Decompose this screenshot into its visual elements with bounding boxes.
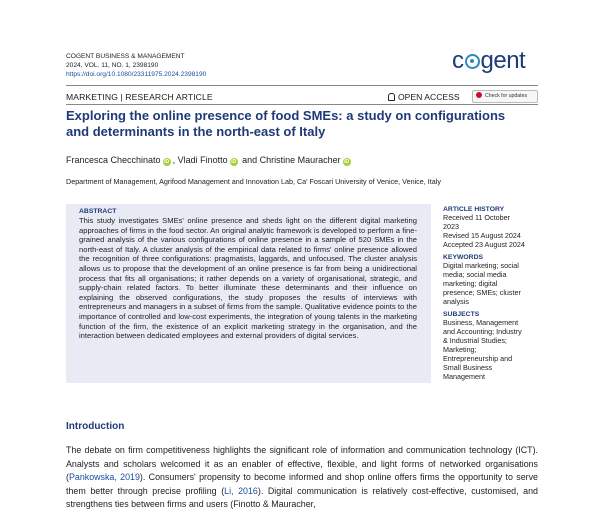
check-updates-label: Check for updates [485, 93, 528, 99]
history-line: Received 11 October [443, 213, 510, 222]
journal-meta [66, 52, 206, 79]
article-sidebar [443, 206, 543, 386]
article-category: MARKETING | RESEARCH ARTICLE [66, 92, 213, 102]
subjects-lines [443, 318, 543, 381]
history-line: 2023 [443, 222, 459, 231]
keyword-line: analysis [443, 297, 469, 306]
subject-line: Small Business [443, 363, 493, 372]
subject-line: Management [443, 372, 485, 381]
abstract-box [66, 204, 431, 383]
logo-text-end: gent [480, 47, 526, 74]
keywords-label: KEYWORDS [443, 254, 484, 261]
keywords-lines [443, 261, 543, 306]
header-rule [66, 85, 538, 86]
author-list [66, 155, 353, 166]
history-lines [443, 213, 543, 249]
keyword-line: presence; SMEs; cluster [443, 288, 521, 297]
journal-volume: 2024, VOL. 11, NO. 1, 2398190 [66, 62, 159, 69]
subject-line: & Industrial Studies; [443, 336, 507, 345]
history-label: ARTICLE HISTORY [443, 206, 505, 213]
logo-ring-icon [465, 54, 480, 69]
journal-name: COGENT BUSINESS & MANAGEMENT [66, 53, 185, 60]
doi-link[interactable]: https://doi.org/10.1080/23311975.2024.2398190 [66, 71, 207, 78]
orcid-icon[interactable]: iD [231, 159, 237, 165]
orcid-icon[interactable]: iD [344, 159, 350, 165]
author-name[interactable]: Francesca Checchinato [66, 155, 161, 165]
abstract-text: This study investigates SMEs' online presence and sheds light on the different digital marketing approaches of firms in the food sector. An original analytic framework is developed to perform a fine-grained analysis of the various configurations of online presence in a sample of 520 SMEs in the north-east of Italy. A cluster analysis of the empirical data related to firms' online presence allowed the recognition of three configurations: pragmatists, laggards, and unfocused. The cluster analysis allows us to propose that the development of an online presence is far from being a unidirectional process that fits all organisations; it rather depends on a variety of organisational, strategic, and supply-chain related factors. To better illuminate these determinants and their influence on explaining the observed configurations, the study proposes the results of interviews with entrepreneurs and managers in a subset of firms from the sample. Qualitative evidence points to the importance of controlled and low-cost experiments, the integration of young talents in the marketing function of the firm, the existence of an explicit marketing strategy in the organisation, and the interaction between dedicated employees and external providers of digital services. [79, 216, 417, 341]
section-row [66, 91, 538, 105]
history-line: Revised 15 August 2024 [443, 231, 521, 240]
subject-line: Entrepreneurship and [443, 354, 513, 363]
subject-line: Business, Management [443, 318, 519, 327]
history-line: Accepted 23 August 2024 [443, 240, 525, 249]
affiliation: Department of Management, Agrifood Management and Innovation Lab, Ca' Foscari University of Venice, Venice, Italy [66, 177, 441, 186]
author-name[interactable]: Christine Mauracher [259, 155, 341, 165]
author-separator: and [239, 155, 260, 165]
check-updates-button[interactable] [472, 90, 538, 103]
author-separator: , [172, 155, 178, 165]
subjects-label: SUBJECTS [443, 311, 480, 318]
paragraph-text: ). Digital communication is relatively cost-effective, customised, and strengthens ties between firms and users (Finotto & Mauracher, [66, 485, 538, 510]
open-access-badge [388, 92, 460, 102]
cogent-logo [452, 47, 525, 75]
abstract-label: ABSTRACT [79, 208, 117, 215]
keyword-line: Digital marketing; social [443, 261, 519, 270]
subject-line: and Accounting; Industry [443, 327, 522, 336]
orcid-icon[interactable]: iD [164, 159, 170, 165]
crossmark-icon [476, 92, 482, 98]
article-title: Exploring the online presence of food SMEs: a study on configurations and determinants in the north-east of Italy [66, 108, 506, 139]
paragraph-text: The debate on firm competitiveness highlights the significant role of information and communication technology (ICT). Analysts and scholars welcomed it as an enabler of effective, flexible, and light forms of networked organisations ( [66, 445, 538, 483]
open-lock-icon [388, 93, 395, 101]
keyword-line: media; social media [443, 270, 507, 279]
open-access-label: OPEN ACCESS [398, 92, 460, 102]
paragraph-text: ). Consumers' propensity to become informed and shop online offers firms the opportunity to serve them better through precise profiling ( [66, 472, 538, 496]
subject-line: Marketing; [443, 345, 477, 354]
keyword-line: marketing; digital [443, 279, 498, 288]
citation-link[interactable]: Pankowska, 2019 [68, 472, 140, 483]
introduction-heading: Introduction [66, 421, 125, 432]
introduction-paragraph [66, 444, 538, 512]
logo-text-start: c [452, 47, 464, 74]
citation-link[interactable]: Li, 2016 [224, 485, 258, 496]
author-name[interactable]: Vladi Finotto [177, 155, 228, 165]
section-rule [66, 104, 538, 105]
